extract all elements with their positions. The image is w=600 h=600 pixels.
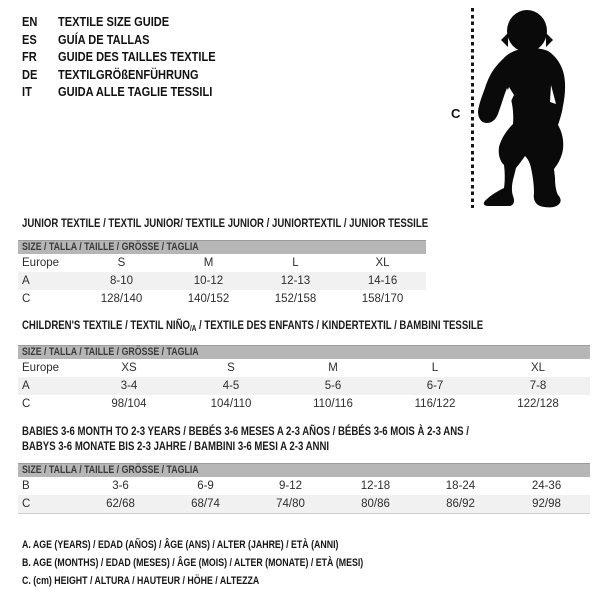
lang-label-en: TEXTILE SIZE GUIDE: [58, 14, 170, 30]
size-cell: 3-4: [78, 377, 180, 395]
language-row-en: [22, 13, 243, 31]
lang-label-it: GUIDA ALLE TAGLIE TESSILI: [58, 84, 213, 100]
row-label: C: [22, 293, 31, 305]
row-label: Europe: [22, 362, 60, 374]
size-cell: L: [431, 362, 439, 374]
size-cell: 6-9: [197, 480, 214, 492]
size-header-label: SIZE / TALLA / TAILLE / GRÖSSE / TAGLIA: [22, 464, 199, 476]
size-cell: 86/92: [418, 495, 503, 514]
size-cell: 12-13: [252, 272, 339, 290]
table-row-height: [18, 290, 426, 308]
lang-label-fr: GUIDE DES TAILLES TEXTILE: [58, 49, 216, 65]
footnote-b: B. AGE (MONTHS) / EDAD (MESES) / ÂGE (MOIS) / ALTER (MONATE) / ETÀ (MESI): [22, 557, 364, 569]
size-cell: 128/140: [100, 293, 143, 305]
footnote-a: A. AGE (YEARS) / EDAD (AÑOS) / ÂGE (ANS) / ALTER (JAHRE) / ETÀ (ANNI): [22, 539, 339, 551]
children-table-title: CHILDREN'S TEXTILE / TEXTIL NIÑO/A / TEXTILE DES ENFANTS / KINDERTEXTIL / BAMBINI TESSILE: [22, 318, 484, 333]
size-header-label: SIZE / TALLA / TAILLE / GRÖSSE / TAGLIA: [22, 346, 199, 358]
nino-a-subscript: /A: [189, 324, 197, 333]
size-cell: 8-10: [78, 272, 165, 290]
size-cell: 10-12: [165, 272, 252, 290]
table-row-height: [18, 395, 590, 413]
size-cell: 140/152: [187, 293, 230, 305]
size-header-row: [18, 464, 590, 478]
language-row-de: [22, 66, 243, 84]
size-cell: 9-12: [278, 480, 303, 492]
size-cell: 14-16: [339, 272, 426, 290]
size-cell: 68/74: [163, 495, 248, 514]
size-cell: 6-7: [384, 377, 486, 395]
babies-table-title: BABIES 3-6 MONTH TO 2-3 YEARS / BEBÉS 3-6 MESES A 2-3 AÑOS / BÉBÉS 3-6 MOIS À 2-3 ANS / BABYS 3-6 MONATE BIS 2-3 JAHRE / BAMBINI 3-6 MESI A 2-3 ANNI: [22, 424, 469, 453]
size-cell: 18-24: [445, 480, 476, 492]
toddler-silhouette: [478, 7, 588, 209]
footnote-c: C. (cm) HEIGHT / ALTURA / HAUTEUR / HÖHE / ALTEZZA: [22, 575, 260, 587]
table-row-europe: [18, 359, 590, 377]
junior-size-table: [18, 240, 426, 308]
size-cell: XL: [375, 257, 390, 269]
lang-code-it: IT: [22, 84, 32, 100]
size-cell: 74/80: [248, 495, 333, 514]
table-row-age: [18, 272, 426, 290]
row-label: C: [22, 398, 31, 410]
size-cell: L: [292, 257, 299, 269]
row-label: Europe: [22, 257, 60, 269]
height-measure-label: C: [451, 106, 461, 121]
lang-code-fr: FR: [22, 49, 37, 65]
size-cell: 5-6: [282, 377, 384, 395]
row-label: B: [22, 480, 30, 492]
size-cell: 98/104: [111, 398, 147, 410]
size-cell: 62/68: [78, 495, 163, 514]
children-size-table: [18, 345, 590, 413]
size-cell: 92/98: [503, 495, 590, 514]
size-cell: 104/110: [210, 398, 252, 410]
size-cell: 12-18: [360, 480, 391, 492]
size-cell: 7-8: [486, 377, 590, 395]
table-row-height: [18, 495, 590, 514]
row-label: C: [18, 495, 78, 514]
language-row-es: [22, 31, 243, 49]
babies-size-table: [18, 463, 590, 514]
row-label: A: [18, 377, 78, 395]
height-measure-dashed-line: [471, 8, 474, 208]
table-row-europe: [18, 254, 426, 272]
lang-label-de: TEXTILGRÖßENFÜHRUNG: [58, 66, 199, 82]
lang-code-en: EN: [22, 14, 38, 30]
lang-code-de: DE: [22, 66, 38, 82]
size-header-label: SIZE / TALLA / TAILLE / GRÖSSE / TAGLIA: [22, 241, 199, 253]
size-cell: 122/128: [517, 398, 559, 410]
size-cell: XL: [530, 362, 546, 374]
size-cell: 116/122: [414, 398, 456, 410]
size-cell: 152/158: [274, 293, 317, 305]
size-cell: S: [227, 362, 235, 374]
language-row-fr: [22, 48, 243, 66]
size-cell: M: [203, 257, 214, 269]
size-header-row: [18, 241, 426, 255]
table-row-age: [18, 377, 590, 395]
size-cell: 110/116: [313, 398, 353, 410]
size-cell: XS: [121, 362, 137, 374]
row-label: A: [18, 272, 78, 290]
size-cell: 158/170: [361, 293, 404, 305]
language-title-list: [22, 13, 243, 101]
size-header-row: [18, 346, 590, 360]
size-cell: S: [117, 257, 126, 269]
lang-label-es: GUÍA DE TALLAS: [58, 31, 150, 47]
legend-footnotes: [22, 536, 449, 590]
junior-table-title: JUNIOR TEXTILE / TEXTIL JUNIOR/ TEXTILE JUNIOR / JUNIORTEXTIL / JUNIOR TESSILE: [22, 216, 429, 230]
table-row-age-months: [18, 477, 590, 495]
size-cell: 80/86: [333, 495, 418, 514]
language-row-it: [22, 83, 243, 101]
size-cell: M: [328, 362, 338, 374]
size-cell: 3-6: [112, 480, 129, 492]
size-cell: 24-36: [531, 480, 562, 492]
size-cell: 4-5: [180, 377, 282, 395]
lang-code-es: ES: [22, 31, 37, 47]
